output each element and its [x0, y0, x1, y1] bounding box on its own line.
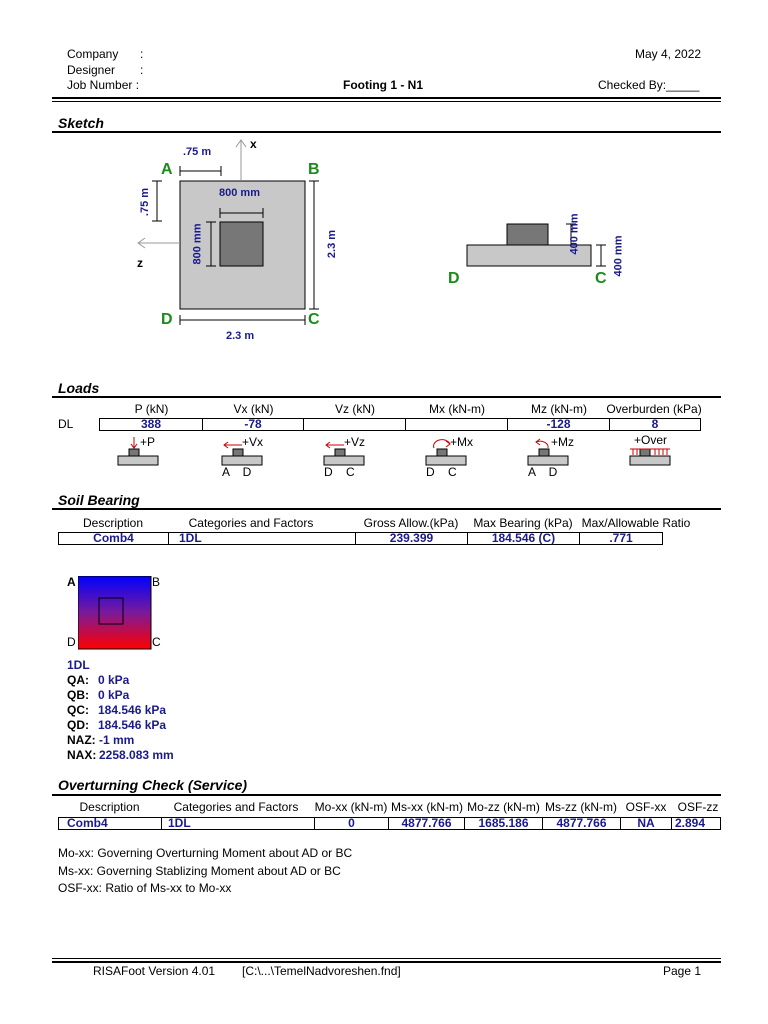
qc-label: QC:	[67, 703, 89, 717]
footer-file: [C:\...\TemelNadvoreshen.fnd]	[242, 964, 401, 978]
corner-a-label: A	[161, 161, 173, 178]
bearing-contour-plot	[78, 576, 152, 650]
loads-cell-vx: -78	[202, 418, 304, 431]
ot-col-description: Description	[79, 800, 140, 814]
loads-rule	[52, 396, 721, 398]
qc-value: 184.546 kPa	[98, 703, 167, 717]
loads-section-title: Loads	[58, 380, 100, 396]
ot-col-osf-zz: OSF-zz	[677, 800, 719, 814]
mx-icon-label: +Mx	[450, 435, 474, 449]
corner-b-label: B	[308, 161, 320, 178]
company-colon: :	[140, 47, 144, 61]
nax-value: 2258.083 mm	[99, 748, 174, 762]
loads-row-label: DL	[58, 417, 74, 431]
qb-value: 0 kPa	[98, 688, 130, 702]
soil-cell-gross: 239.399	[355, 532, 468, 545]
note-osf-xx: OSF-xx: Ratio of Ms-xx to Mo-xx	[58, 881, 232, 895]
report-date: May 4, 2022	[635, 47, 702, 61]
checked-by: Checked By:_____	[598, 78, 700, 92]
designer-colon: :	[140, 63, 144, 77]
contour-c: C	[152, 635, 161, 649]
ot-col-ms-xx: Ms-xx (kN-m)	[391, 800, 463, 814]
axis-z-label: z	[137, 256, 143, 270]
elev-col-thk-label: 400 mm	[568, 213, 581, 255]
loads-cell-p: 388	[99, 418, 203, 431]
vx-icon-sub: A D	[222, 465, 252, 479]
soil-cell-ratio: .771	[579, 532, 663, 545]
soil-rule	[52, 508, 721, 510]
contour-a: A	[67, 575, 76, 589]
soil-col-description: Description	[82, 516, 144, 530]
nax-label: NAX:	[67, 748, 97, 762]
corner-c-label: C	[308, 311, 320, 328]
loads-col-overburden: Overburden (kPa)	[606, 402, 702, 416]
loads-col-vx: Vx (kN)	[233, 402, 274, 416]
page-title: Footing 1 - N1	[343, 78, 423, 92]
loads-cell-vz	[303, 418, 406, 431]
loads-col-p: P (kN)	[134, 402, 169, 416]
qb-label: QB:	[67, 688, 89, 702]
soil-col-categories: Categories and Factors	[188, 516, 314, 530]
qd-label: QD:	[67, 718, 89, 732]
loads-col-vz: Vz (kN)	[335, 402, 375, 416]
contour-d: D	[67, 635, 76, 649]
job-number-label: Job Number :	[67, 78, 140, 92]
ftg-width-label: 2.3 m	[226, 330, 255, 342]
footer-version: RISAFoot Version 4.01	[93, 964, 216, 978]
corner-d-label: D	[161, 311, 173, 328]
dim-075-top-label: .75 m	[183, 146, 212, 158]
soil-cell-max-bearing: 184.546 (C)	[467, 532, 580, 545]
qa-value: 0 kPa	[98, 673, 130, 687]
col-width-label: 800 mm	[219, 187, 260, 199]
p-icon-label: +P	[140, 435, 156, 449]
overburden-load-icon	[630, 449, 670, 465]
soil-cell-categories: 1DL	[168, 532, 356, 545]
overturning-rule	[52, 794, 721, 796]
soil-col-ratio: Max/Allowable Ratio	[581, 516, 691, 530]
qa-label: QA:	[67, 673, 89, 687]
result-combo: 1DL	[67, 658, 90, 672]
footer-page: Page 1	[663, 964, 702, 978]
elev-d-label: D	[448, 270, 460, 287]
ot-cell-osf-xx: NA	[620, 817, 672, 830]
overturning-section-title: Overturning Check (Service)	[58, 777, 248, 793]
ot-cell-osf-zz: 2.894	[671, 817, 721, 830]
soil-col-gross: Gross Allow.(kPa)	[363, 516, 459, 530]
col-height-label: 800 mm	[191, 223, 204, 265]
mz-icon-sub: A D	[528, 465, 558, 479]
sketch-section-title: Sketch	[58, 115, 104, 131]
elev-ftg-thk-label: 400 mm	[612, 235, 625, 277]
soil-cell-description: Comb4	[58, 532, 169, 545]
soil-col-max-bearing: Max Bearing (kPa)	[473, 516, 573, 530]
ot-col-mo-xx: Mo-xx (kN-m)	[314, 800, 388, 814]
ot-cell-ms-zz: 4877.766	[542, 817, 621, 830]
loads-cell-mx	[405, 418, 508, 431]
soil-section-title: Soil Bearing	[58, 492, 140, 508]
ot-cell-mo-xx: 0	[314, 817, 389, 830]
loads-cell-overburden: 8	[609, 418, 701, 431]
naz-value: -1 mm	[99, 733, 135, 747]
naz-label: NAZ:	[67, 733, 96, 747]
ot-cell-categories: 1DL	[161, 817, 315, 830]
overburden-icon-label: +Over	[634, 433, 668, 447]
column-elevation	[507, 224, 548, 245]
loads-col-mx: Mx (kN-m)	[429, 402, 485, 416]
company-label: Company	[67, 47, 119, 61]
qd-value: 184.546 kPa	[98, 718, 167, 732]
mz-icon-label: +Mz	[551, 435, 575, 449]
vz-icon-label: +Vz	[344, 435, 366, 449]
ot-col-mo-zz: Mo-zz (kN-m)	[467, 800, 540, 814]
loads-col-mz: Mz (kN-m)	[531, 402, 587, 416]
ot-col-ms-zz: Ms-zz (kN-m)	[545, 800, 617, 814]
note-mo-xx: Mo-xx: Governing Overturning Moment about AD or BC	[58, 846, 353, 860]
ot-cell-description: Comb4	[58, 817, 162, 830]
column-plan	[220, 222, 263, 266]
ftg-height-label: 2.3 m	[326, 229, 339, 259]
ot-col-categories: Categories and Factors	[173, 800, 299, 814]
designer-label: Designer	[67, 63, 116, 77]
note-ms-xx: Ms-xx: Governing Stablizing Moment about AD or BC	[58, 864, 341, 878]
vx-icon-label: +Vx	[242, 435, 264, 449]
ot-cell-ms-xx: 4877.766	[388, 817, 465, 830]
axis-x-label: x	[250, 137, 257, 151]
elev-c-label: C	[595, 270, 607, 287]
ot-cell-mo-zz: 1685.186	[464, 817, 543, 830]
dim-075-left-label: .75 m	[139, 187, 152, 217]
footing-sketch	[0, 0, 768, 380]
ot-col-osf-xx: OSF-xx	[625, 800, 667, 814]
vz-icon-sub: D C	[324, 465, 355, 479]
mx-icon-sub: D C	[426, 465, 457, 479]
footer-rule	[52, 961, 721, 963]
contour-b: B	[152, 575, 161, 589]
loads-cell-mz: -128	[507, 418, 610, 431]
footer-rule-thin	[52, 958, 721, 959]
